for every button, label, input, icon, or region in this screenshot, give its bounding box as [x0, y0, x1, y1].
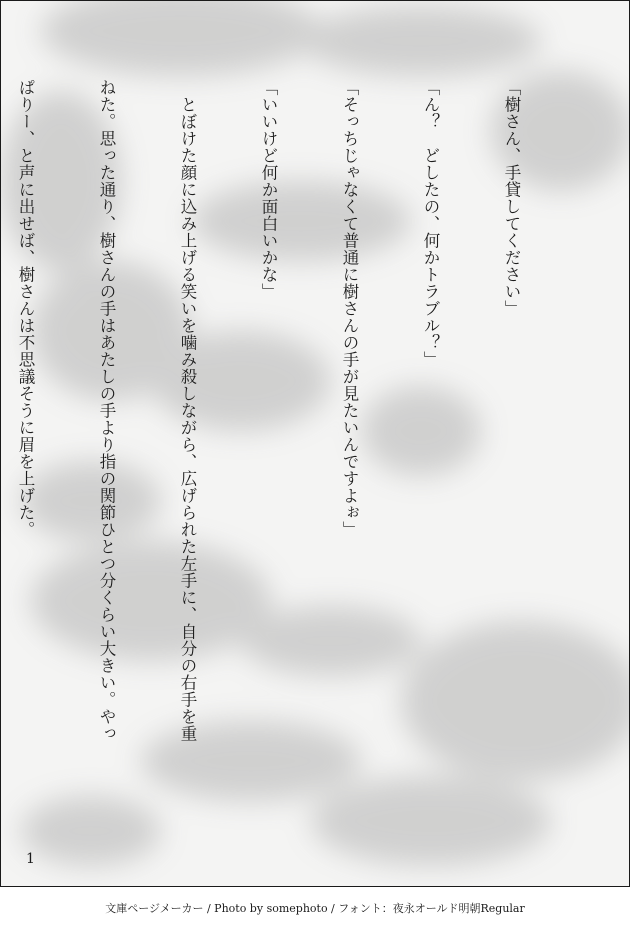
text-line: とぼけた顔に込み上げる笑いを噛み殺しながら、広げられた左手に、自分の右手を重 — [178, 79, 197, 742]
text-line: 「樹さん、手貸してください」 — [502, 79, 521, 317]
text-line: 「そっちじゃなくて普通に樹さんの手が見たいんですよぉ」 — [340, 79, 359, 538]
text-line: ぱりー、と声に出せば、樹さんは不思議そうに眉を上げた。 — [16, 79, 35, 538]
text-line: ねた。思った通り、樹さんの手はあたしの手より指の関節ひとつ分くらい大きい。やっ — [97, 79, 116, 742]
text-line: 「ん？ どしたの、何かトラブル？」 — [421, 79, 440, 368]
vertical-text-body — [0, 79, 579, 859]
text-line: 「いいけど何か面白いかな」 — [259, 79, 278, 300]
page-number: 1 — [26, 851, 35, 867]
credit-line: 文庫ページメーカー / Photo by somephoto / フォント：夜永オールド明朝Regular — [105, 902, 525, 915]
